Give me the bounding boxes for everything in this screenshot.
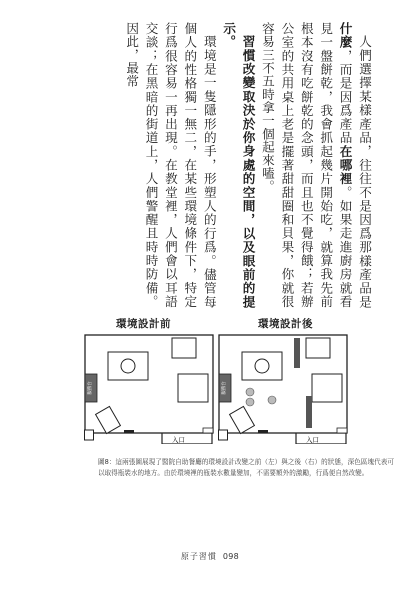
counter-label-before: 服務台 [88,381,93,395]
table [312,374,342,402]
water-station [268,396,276,404]
page-number: 098 [222,552,240,561]
bin [258,430,268,433]
table-round [255,359,269,373]
counter-label-after: 服務台 [222,381,227,395]
water-station [246,388,254,396]
figure-after-title: 環境設計後 [258,318,313,330]
entrance-label-before: 入口 [172,436,185,444]
entrance-label-after: 入口 [306,436,319,444]
page-footer [0,551,420,562]
figure-caption [98,457,394,479]
bin [337,428,347,433]
bin [124,430,134,433]
body-text [50,22,374,308]
figure-before-title: 環境設計前 [116,318,171,330]
paragraph-1 [258,22,374,308]
paragraph-3 [122,22,219,308]
corner-post [219,430,228,440]
paragraph-3-text: 環境是一隻隱形的手，形塑人的行爲。儘管每個人的性格獨一無二，在某些環境條件下，特定行爲很容易一再出現。在教堂裡，人們會以耳語交談；在黑暗的街道上，人們警醒且時時防備。因此，最常 [124,22,217,308]
floor-plan-after [218,334,348,444]
emphasis-where: 在哪裡 [337,144,353,186]
bin [203,428,213,433]
table [306,338,330,358]
caption-label: 圖8： [98,458,116,466]
table [172,338,196,358]
paragraph-1-text-2: ，而是因爲產品 [337,49,353,145]
corner-post [85,430,94,440]
water-station [306,396,312,428]
water-station [246,398,254,406]
table [178,374,208,402]
paragraph-2 [219,22,258,308]
emphasis-what: 什麼 [337,22,353,50]
water-station [294,338,300,368]
caption-text: 這兩張圖展現了醫院自助餐廳的環境設計改變之前（左）與之後（右）的狀態，深色區塊代表可以取得瓶裝水的地方。由於環境裡的瓶裝水數量變加，不需要額外的激勵，行爲便自然改變。 [98,458,394,477]
book-title: 原子習慣 [180,552,217,561]
paragraph-1-text: 人們選擇某樣產品，往往不是因爲那樣產品是 [357,34,372,308]
table-round [121,359,135,373]
paragraph-1-text-3: 。如果走進廚房就看見一盤餅乾，我會抓起幾片開始吃，就算我先前根本沒有吃餅乾的念頭，而且也不覺得餓；若辦公室的共用桌上老是擺著甜甜圈和貝果，你就很容易三不五時拿一個起來嗑。 [259,22,353,308]
key-statement: 習慣改變取決於你身處的空間，以及眼前的提示。 [221,22,256,308]
floor-plan-before [84,334,214,444]
